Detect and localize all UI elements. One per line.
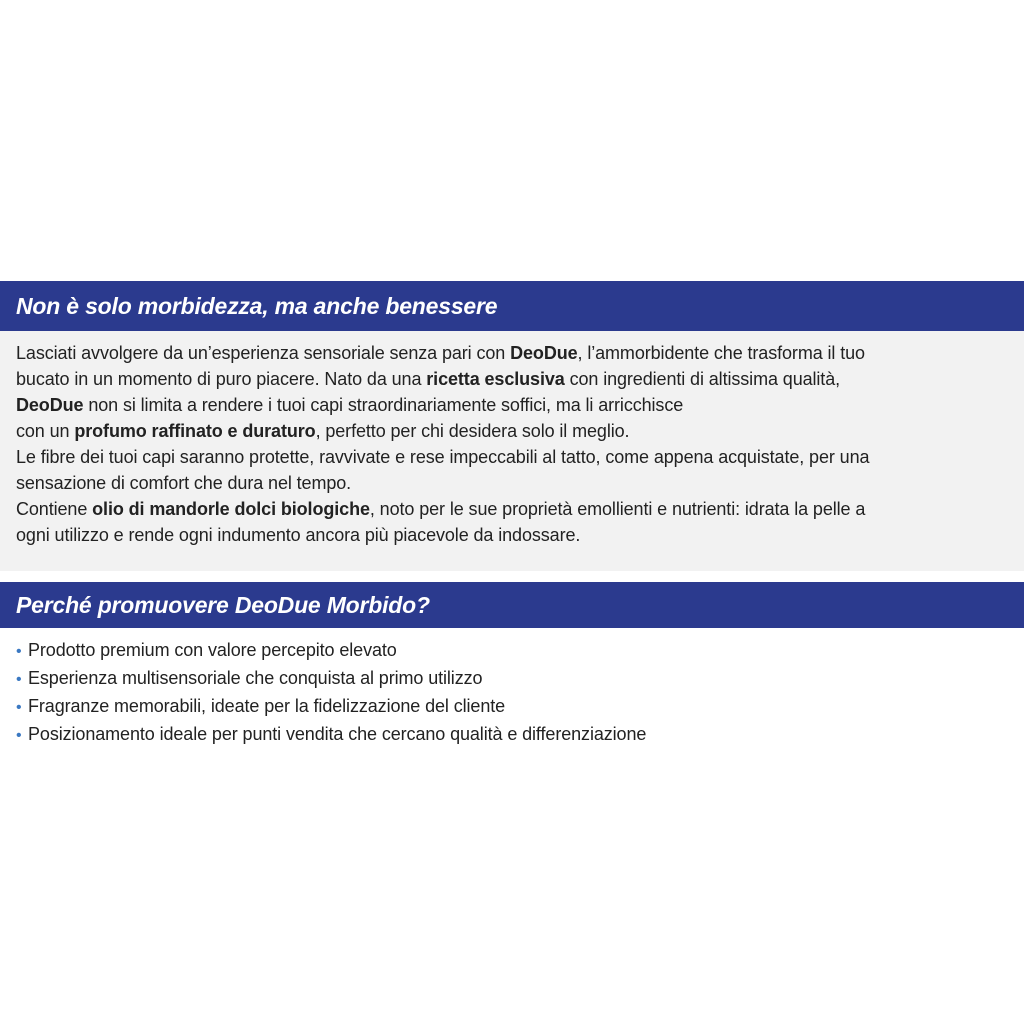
description-line bbox=[16, 447, 869, 467]
list-item-text: Esperienza multisensoriale che conquista al primo utilizzo bbox=[28, 668, 483, 688]
text-run: ogni utilizzo e rende ogni indumento ancora più piacevole da indossare. bbox=[16, 525, 581, 545]
section-heading-promuovere bbox=[0, 582, 1024, 628]
bold-run: DeoDue bbox=[16, 395, 84, 415]
description-line bbox=[16, 525, 580, 545]
text-run: Le fibre dei tuoi capi saranno protette, ravvivate e rese impeccabili al tatto, come appena acquistate, per una bbox=[16, 447, 870, 467]
section-heading-text: Perché promuovere DeoDue Morbido? bbox=[16, 591, 430, 618]
description-line bbox=[16, 499, 865, 519]
list-item bbox=[16, 637, 646, 665]
text-run: Lasciati avvolgere da un’esperienza sensoriale senza pari con bbox=[16, 343, 511, 363]
description-line bbox=[16, 369, 840, 389]
text-run: bucato in un momento di puro piacere. Nato da una bbox=[16, 369, 427, 389]
description-line bbox=[16, 421, 629, 441]
bullet-icon: • bbox=[16, 671, 22, 688]
list-item bbox=[16, 693, 646, 721]
bullet-icon: • bbox=[16, 727, 22, 744]
text-run: , l’ammorbidente che trasforma il tuo bbox=[577, 343, 865, 363]
bold-run: profumo raffinato e duraturo bbox=[74, 421, 316, 441]
section-heading-text: Non è solo morbidezza, ma anche benessere bbox=[16, 292, 498, 319]
text-run: con un bbox=[16, 421, 75, 441]
text-run: , perfetto per chi desidera solo il meglio. bbox=[315, 421, 630, 441]
list-item-text: Prodotto premium con valore percepito elevato bbox=[28, 640, 397, 660]
bold-run: ricetta esclusiva bbox=[426, 369, 565, 389]
text-run: sensazione di comfort che dura nel tempo. bbox=[16, 473, 352, 493]
description-line bbox=[16, 395, 683, 415]
list-item-text: Fragranze memorabili, ideate per la fidelizzazione del cliente bbox=[28, 696, 506, 716]
list-item bbox=[16, 721, 646, 749]
text-run: Contiene bbox=[16, 499, 93, 519]
section-heading-benessere bbox=[0, 281, 1024, 331]
product-description bbox=[16, 340, 1016, 548]
list-item-text: Posizionamento ideale per punti vendita che cercano qualità e differenziazione bbox=[28, 724, 647, 744]
text-run: non si limita a rendere i tuoi capi straordinariamente soffici, ma li arricchisce bbox=[83, 395, 684, 415]
description-line bbox=[16, 473, 351, 493]
bold-run: olio di mandorle dolci biologiche bbox=[92, 499, 370, 519]
bold-run: DeoDue bbox=[510, 343, 578, 363]
list-item bbox=[16, 665, 646, 693]
bullet-icon: • bbox=[16, 699, 22, 716]
benefits-list bbox=[16, 637, 646, 749]
text-run: con ingredienti di altissima qualità, bbox=[564, 369, 841, 389]
description-line bbox=[16, 343, 865, 363]
bullet-icon: • bbox=[16, 643, 22, 660]
text-run: , noto per le sue proprietà emollienti e nutrienti: idrata la pelle a bbox=[369, 499, 866, 519]
